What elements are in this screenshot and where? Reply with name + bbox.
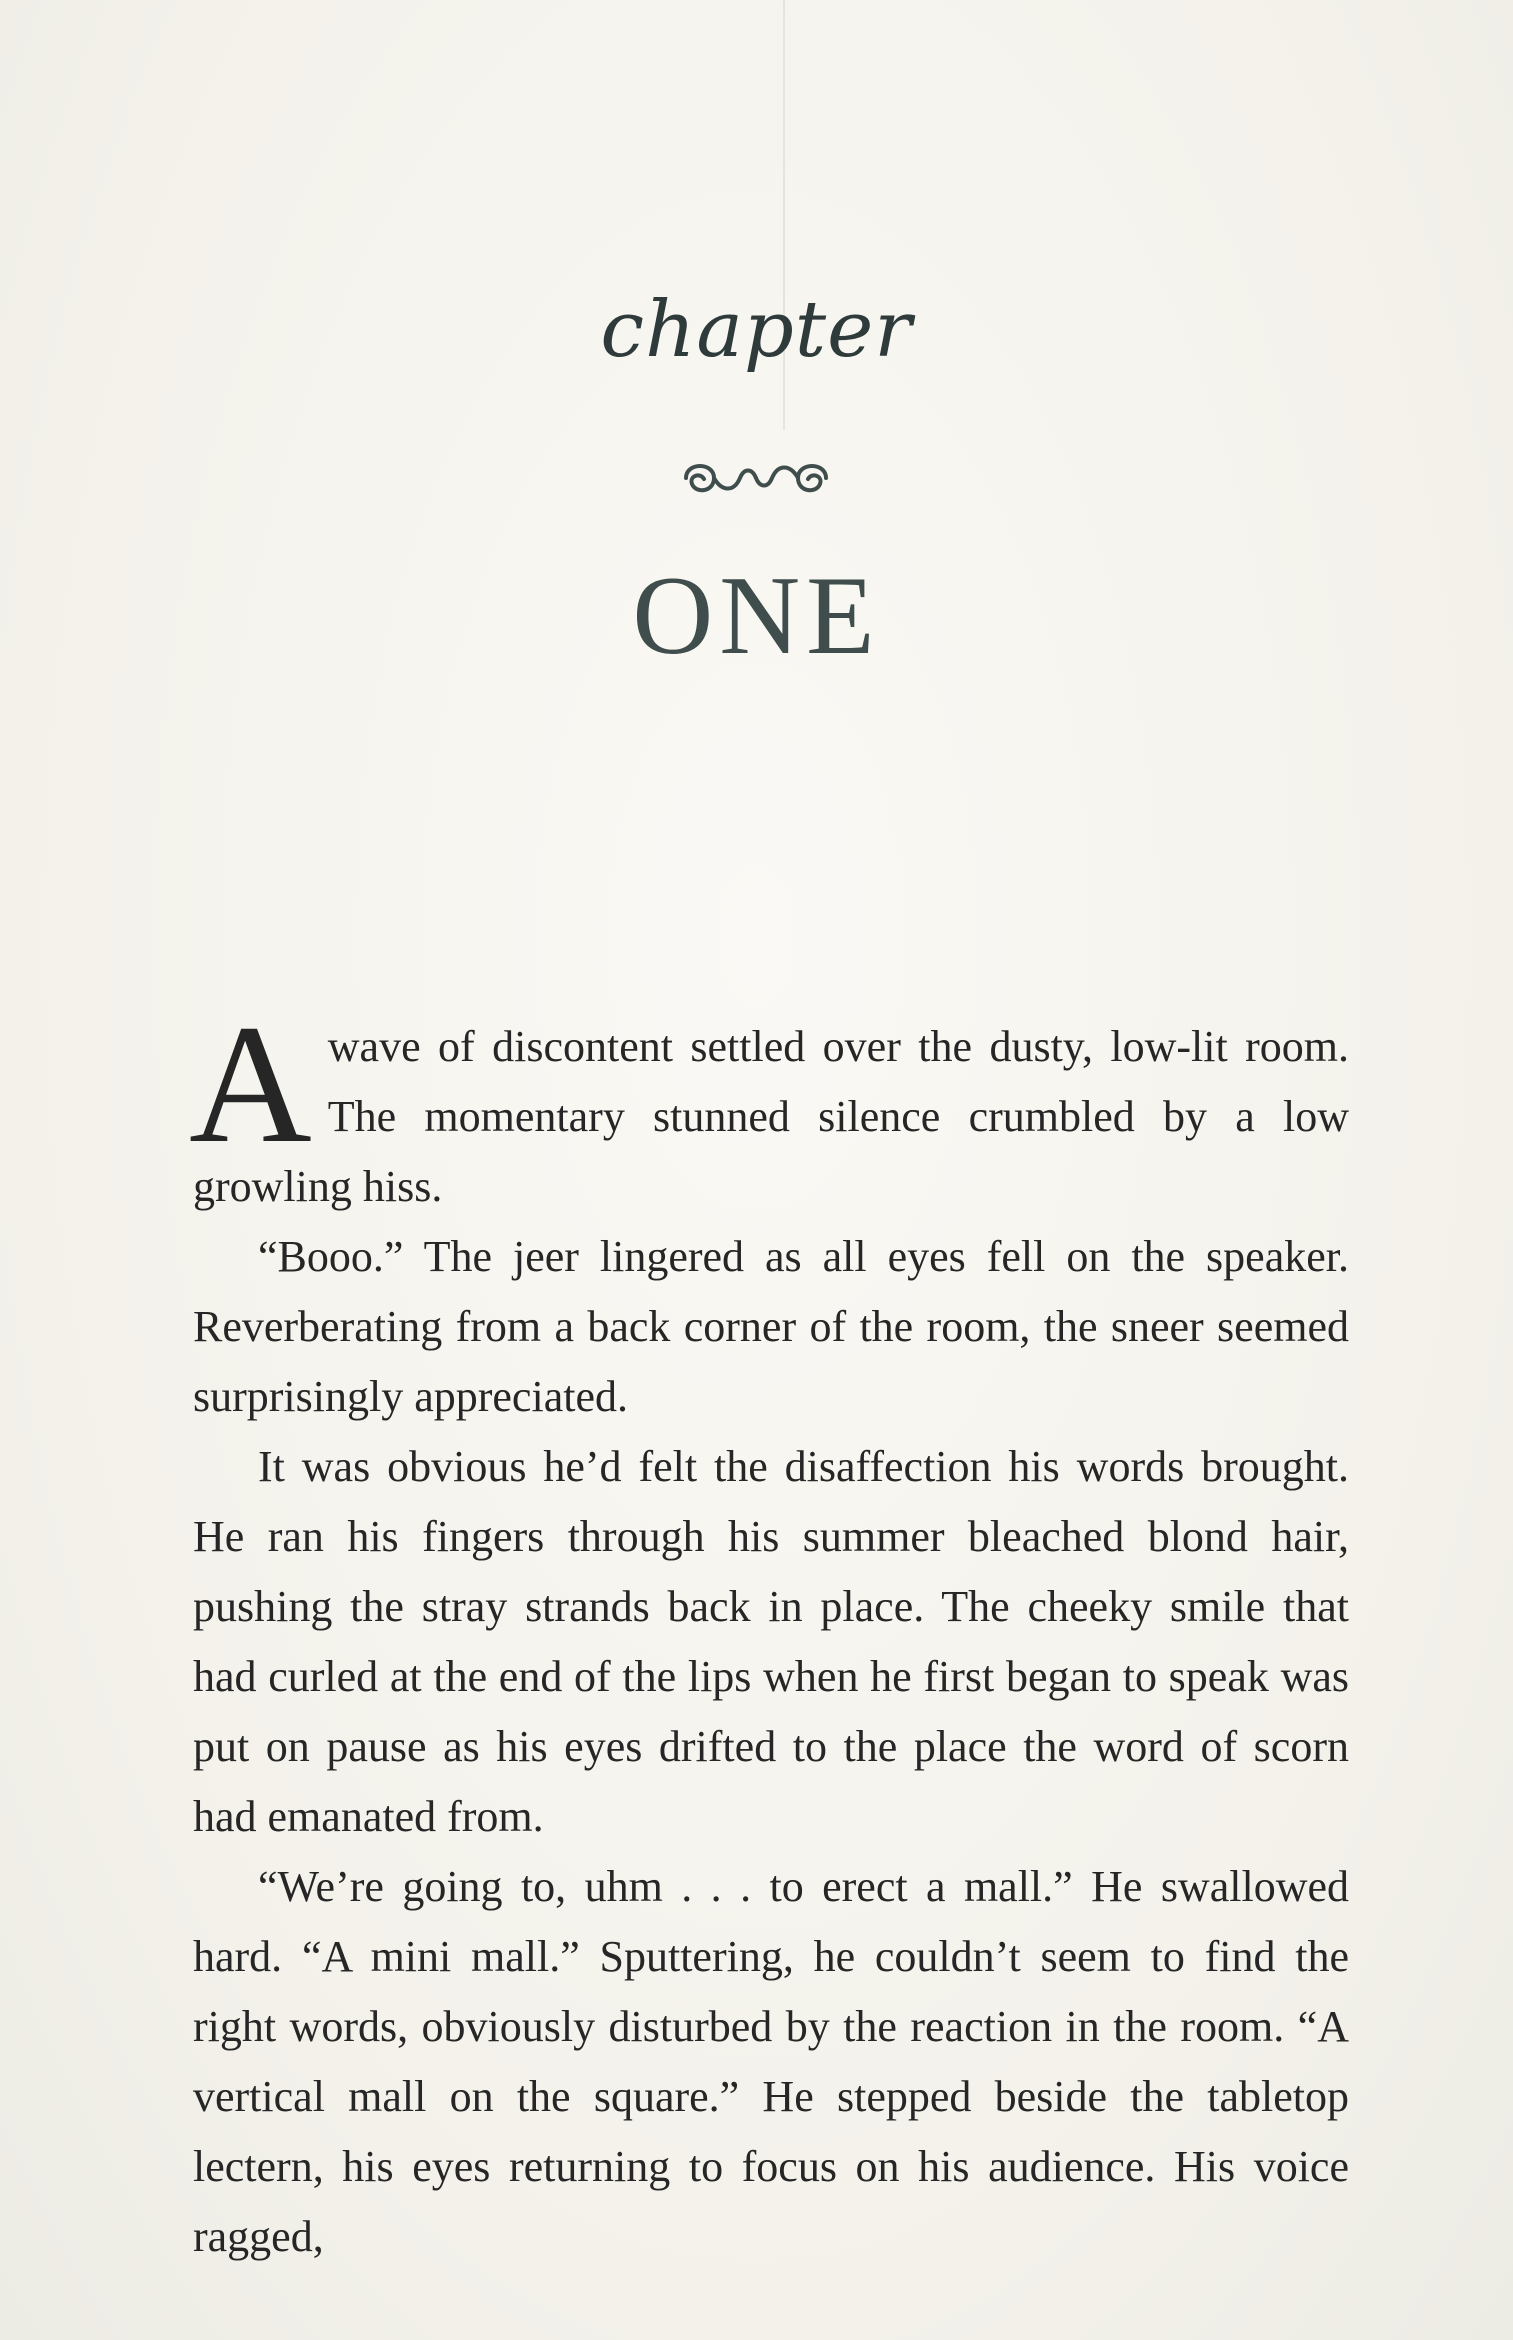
scroll-flourish-icon (656, 448, 856, 508)
drop-cap: A (189, 990, 312, 1178)
paragraph: “We’re going to, uhm . . . to erect a mall.” He swallowed hard. “A mini mall.” Sputtering, he couldn’t seem to find the right words, obviously disturbed by the reaction in the room. “A vertical mall on the square.” He stepped beside the tabletop lectern, his eyes returning to focus on his audience. His voice ragged, (193, 1862, 1349, 2261)
chapter-body (189, 990, 1349, 2272)
paragraph: It was obvious he’d felt the disaffection his words brought. He ran his fingers through his summer bleached blond hair, pushing the stray strands back in place. The cheeky smile that had curled at the end of the lips when he first began to speak was put on pause as his eyes drifted to the place the word of scorn had emanated from. (193, 1442, 1349, 1841)
chapter-label: chapter (600, 285, 913, 375)
paragraph: “Booo.” The jeer lingered as all eyes fell on the speaker. Reverberating from a back corner of the room, the sneer seemed surprisingly appreciated. (193, 1232, 1349, 1421)
paragraph-text: wave of discontent settled over the dusty, low-lit room. The momentary stunned silence crumbled by a low growling hiss. (193, 1022, 1349, 1211)
paragraph (189, 990, 1349, 1222)
chapter-number: ONE (632, 554, 881, 678)
